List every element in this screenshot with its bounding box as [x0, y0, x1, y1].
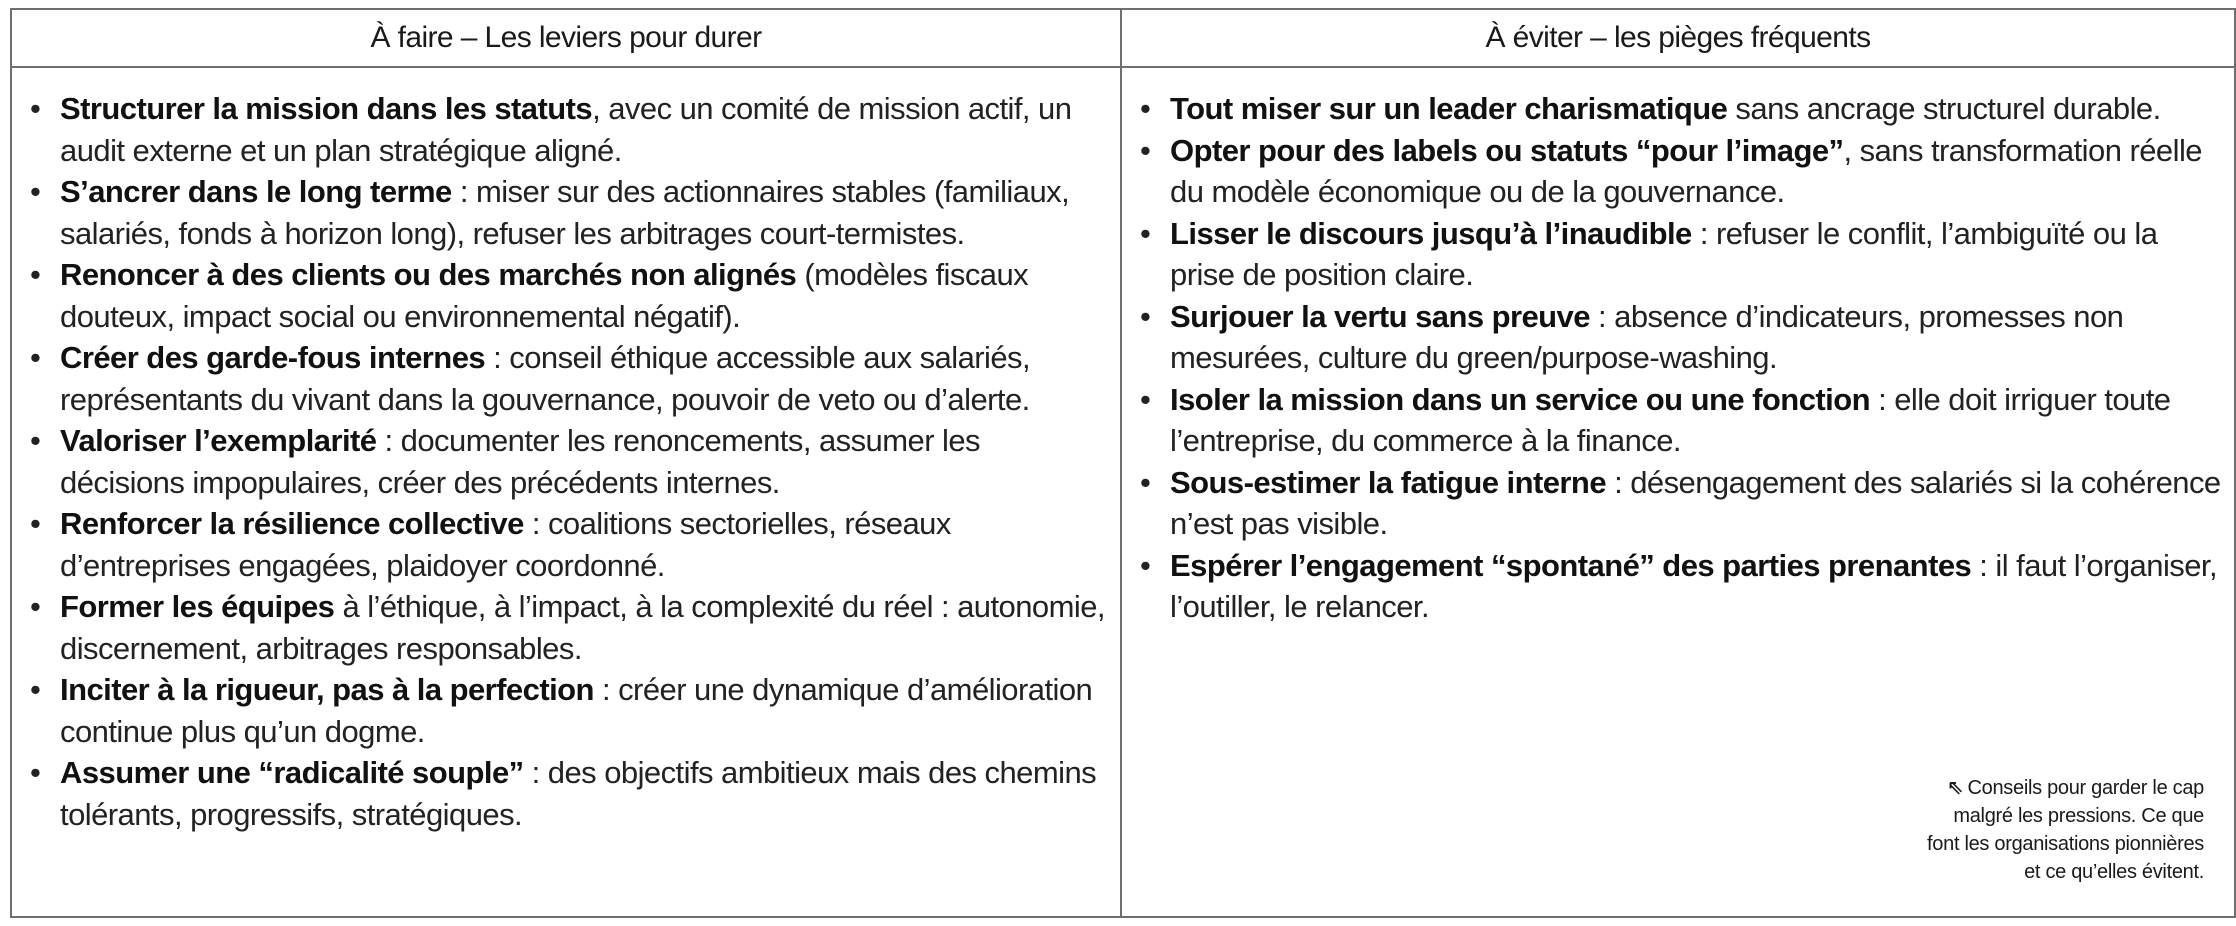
caption-line: ⇖ Conseils pour garder le cap	[1784, 774, 2204, 802]
bullet-icon: •	[30, 755, 41, 790]
caption-note	[1784, 774, 2204, 886]
arrow-up-left-icon: ⇖	[1947, 777, 1964, 799]
avoid-list-item	[1136, 296, 2222, 379]
bullet-icon: •	[30, 174, 41, 209]
caption-line: et ce qu’elles évitent.	[2024, 861, 2204, 883]
table-header-row	[12, 10, 2234, 68]
item-lead: Assumer une “radicalité souple”	[60, 755, 524, 790]
item-lead: Renoncer à des clients ou des marchés non alignés	[60, 257, 797, 292]
bullet-icon: •	[30, 340, 41, 375]
item-text: : refuser le conflit, l’ambiguïté ou la prise de position claire.	[1170, 215, 2158, 292]
item-lead: Sous-estimer la fatigue interne	[1170, 464, 1607, 500]
comparison-table	[10, 8, 2236, 918]
item-text: : absence d’indicateurs, promesses non mesurées, culture du green/purpose-washing.	[1170, 298, 2124, 375]
avoid-list-item	[1136, 213, 2222, 296]
item-lead: Opter pour des labels ou statuts “pour l’image”	[1170, 132, 1844, 168]
item-text: : désengagement des salariés si la cohérence n’est pas visible.	[1170, 464, 2221, 541]
do-list-item	[26, 752, 1108, 835]
bullet-icon: •	[1140, 132, 1151, 168]
caption-line: font les organisations pionnières	[1927, 833, 2204, 855]
do-list-item	[26, 586, 1108, 669]
item-lead: Lisser le discours jusqu’à l’inaudible	[1170, 215, 1692, 251]
bullet-icon: •	[30, 423, 41, 458]
item-text: : il faut l’organiser, l’outiller, le relancer.	[1170, 547, 2218, 624]
item-lead: Valoriser l’exemplarité	[60, 423, 377, 458]
do-list-item	[26, 420, 1108, 503]
avoid-list-item	[1136, 130, 2222, 213]
do-list-item	[26, 669, 1108, 752]
item-lead: Créer des garde-fous internes	[60, 340, 486, 375]
item-text: : documenter les renoncements, assumer les décisions impopulaires, créer des précédents internes.	[60, 423, 981, 500]
bullet-icon: •	[30, 257, 41, 292]
bullet-icon: •	[1140, 215, 1151, 251]
item-lead: Isoler la mission dans un service ou une fonction	[1170, 381, 1870, 417]
avoid-list-item	[1136, 545, 2222, 628]
bullet-icon: •	[30, 672, 41, 707]
do-list	[26, 88, 1108, 835]
bullet-icon: •	[1140, 381, 1151, 417]
table-body-row	[12, 68, 2234, 916]
item-lead: Inciter à la rigueur, pas à la perfection	[60, 672, 594, 707]
do-column	[12, 68, 1122, 916]
item-lead: Tout miser sur un leader charismatique	[1170, 91, 1728, 126]
bullet-icon: •	[1140, 91, 1151, 126]
avoid-list-item	[1136, 462, 2222, 545]
bullet-icon: •	[1140, 298, 1151, 334]
avoid-list-item	[1136, 379, 2222, 462]
item-lead: S’ancrer dans le long terme	[60, 174, 452, 209]
header-do: À faire – Les leviers pour durer	[12, 10, 1122, 66]
item-text: , sans transformation réelle du modèle économique ou de la gouvernance.	[1170, 132, 2202, 209]
item-text: : miser sur des actionnaires stables (familiaux, salariés, fonds à horizon long), refuser les arbitrages court-termistes.	[60, 174, 1070, 251]
bullet-icon: •	[30, 506, 41, 541]
avoid-column	[1122, 68, 2234, 916]
bullet-icon: •	[30, 91, 41, 126]
item-text: , avec un comité de mission actif, un audit externe et un plan stratégique aligné.	[60, 91, 1072, 168]
item-text: : des objectifs ambitieux mais des chemins tolérants, progressifs, stratégiques.	[60, 755, 1097, 832]
item-text: sans ancrage structurel durable.	[1727, 91, 2161, 126]
item-text: à l’éthique, à l’impact, à la complexité du réel : autonomie, discernement, arbitrages responsables.	[60, 589, 1105, 666]
item-lead: Surjouer la vertu sans preuve	[1170, 298, 1590, 334]
header-avoid: À éviter – les pièges fréquents	[1485, 21, 1871, 54]
do-list-item	[26, 88, 1108, 171]
do-list-item	[26, 503, 1108, 586]
avoid-list-item	[1136, 88, 2222, 130]
item-lead: Structurer la mission dans les statuts	[60, 91, 593, 126]
item-text: : conseil éthique accessible aux salariés, représentants du vivant dans la gouvernance, pouvoir de veto ou d’alerte.	[60, 340, 1031, 417]
item-lead: Former les équipes	[60, 589, 335, 624]
item-lead: Renforcer la résilience collective	[60, 506, 524, 541]
do-list-item	[26, 171, 1108, 254]
do-list-item	[26, 337, 1108, 420]
avoid-list	[1136, 88, 2222, 628]
item-text: : coalitions sectorielles, réseaux d’entreprises engagées, plaidoyer coordonné.	[60, 506, 951, 583]
item-text: : créer une dynamique d’amélioration continue plus qu’un dogme.	[60, 672, 1093, 749]
item-lead: Espérer l’engagement “spontané” des parties prenantes	[1170, 547, 1972, 583]
bullet-icon: •	[1140, 464, 1151, 500]
item-text: : elle doit irriguer toute l’entreprise, du commerce à la finance.	[1170, 381, 2171, 458]
bullet-icon: •	[30, 589, 41, 624]
item-text: (modèles fiscaux douteux, impact social ou environnemental négatif).	[60, 257, 1029, 334]
caption-line: malgré les pressions. Ce que	[1953, 805, 2204, 827]
bullet-icon: •	[1140, 547, 1151, 583]
do-list-item	[26, 254, 1108, 337]
